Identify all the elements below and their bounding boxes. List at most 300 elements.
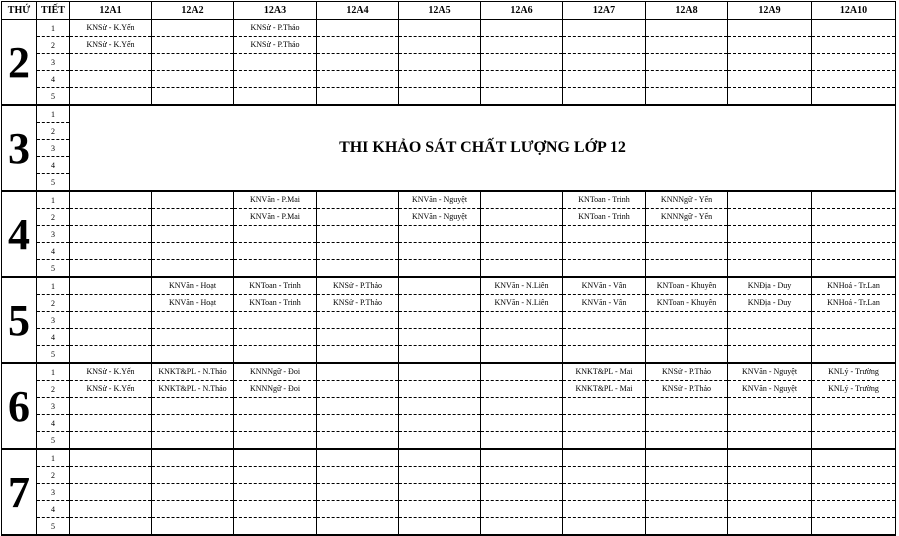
schedule-cell (399, 432, 481, 450)
day-label: 4 (2, 191, 37, 277)
class-header: 12A2 (152, 2, 234, 20)
schedule-cell (812, 415, 896, 432)
period-number: 1 (37, 105, 70, 123)
schedule-cell: KNHoá - Tr.Lan (812, 277, 896, 295)
schedule-cell (70, 54, 152, 71)
period-number: 5 (37, 346, 70, 364)
exam-banner: THI KHẢO SÁT CHẤT LƯỢNG LỚP 12 (70, 105, 896, 191)
schedule-cell (70, 226, 152, 243)
period-number: 1 (37, 363, 70, 381)
class-header: 12A8 (646, 2, 728, 20)
schedule-cell (399, 54, 481, 71)
schedule-cell (728, 449, 812, 467)
schedule-cell (317, 243, 399, 260)
schedule-cell (317, 346, 399, 364)
schedule-cell (728, 209, 812, 226)
schedule-cell (70, 415, 152, 432)
schedule-cell (70, 277, 152, 295)
schedule-cell (70, 312, 152, 329)
period-row (2, 37, 896, 54)
schedule-cell (317, 260, 399, 278)
schedule-cell (481, 88, 563, 106)
schedule-cell (728, 312, 812, 329)
schedule-cell: KNVăn - Hoạt (152, 295, 234, 312)
schedule-cell (481, 54, 563, 71)
schedule-cell (317, 484, 399, 501)
schedule-cell (399, 243, 481, 260)
period-row (2, 312, 896, 329)
schedule-cell (317, 501, 399, 518)
schedule-cell (812, 226, 896, 243)
schedule-cell (812, 209, 896, 226)
schedule-cell (812, 191, 896, 209)
schedule-cell (399, 363, 481, 381)
schedule-cell (728, 484, 812, 501)
period-row (2, 346, 896, 364)
schedule-cell (317, 312, 399, 329)
schedule-cell (728, 37, 812, 54)
schedule-cell: KNToan - Trinh (563, 191, 646, 209)
period-row (2, 501, 896, 518)
schedule-cell: KNVăn - Vân (563, 277, 646, 295)
schedule-cell (152, 243, 234, 260)
schedule-cell (399, 20, 481, 37)
schedule-cell (399, 398, 481, 415)
schedule-cell (563, 54, 646, 71)
schedule-cell (728, 54, 812, 71)
schedule-cell (563, 467, 646, 484)
schedule-cell (152, 191, 234, 209)
schedule-cell (152, 226, 234, 243)
schedule-cell (563, 484, 646, 501)
schedule-cell (317, 363, 399, 381)
schedule-cell (481, 467, 563, 484)
period-number: 5 (37, 518, 70, 536)
schedule-cell (399, 501, 481, 518)
schedule-cell (481, 243, 563, 260)
schedule-cell (812, 346, 896, 364)
schedule-cell: KNVăn - Vân (563, 295, 646, 312)
class-header: 12A6 (481, 2, 563, 20)
period-number: 2 (37, 37, 70, 54)
schedule-cell (812, 432, 896, 450)
schedule-cell: KNToan - Khuyên (646, 295, 728, 312)
period-number: 2 (37, 295, 70, 312)
schedule-cell (70, 467, 152, 484)
schedule-cell (152, 449, 234, 467)
schedule-cell (152, 54, 234, 71)
period-row (2, 518, 896, 536)
period-row (2, 71, 896, 88)
period-number: 4 (37, 71, 70, 88)
schedule-cell (317, 467, 399, 484)
schedule-cell: KNVăn - Nguyệt (399, 209, 481, 226)
schedule-cell (317, 71, 399, 88)
schedule-cell (646, 415, 728, 432)
schedule-cell (563, 88, 646, 106)
class-header: 12A9 (728, 2, 812, 20)
period-row (2, 277, 896, 295)
schedule-cell: KNSử - P.Thảo (646, 381, 728, 398)
schedule-cell (70, 295, 152, 312)
day-label: 6 (2, 363, 37, 449)
schedule-cell (317, 37, 399, 54)
schedule-cell (399, 449, 481, 467)
schedule-cell (812, 467, 896, 484)
schedule-cell (70, 243, 152, 260)
schedule-cell (399, 518, 481, 536)
schedule-cell (728, 518, 812, 536)
schedule-cell (234, 88, 317, 106)
period-row (2, 105, 896, 123)
period-row (2, 260, 896, 278)
schedule-cell (234, 54, 317, 71)
schedule-cell (152, 346, 234, 364)
header-row (2, 2, 896, 20)
schedule-cell (317, 20, 399, 37)
schedule-cell: KNSử - P.Thảo (646, 363, 728, 381)
schedule-cell: KNVăn - P.Mai (234, 209, 317, 226)
period-number: 5 (37, 174, 70, 192)
schedule-cell (70, 71, 152, 88)
schedule-cell (234, 432, 317, 450)
period-number: 3 (37, 226, 70, 243)
schedule-cell (152, 329, 234, 346)
schedule-cell (317, 54, 399, 71)
schedule-cell (70, 346, 152, 364)
schedule-cell (728, 329, 812, 346)
period-row (2, 449, 896, 467)
schedule-cell (563, 346, 646, 364)
period-number: 1 (37, 20, 70, 37)
schedule-cell (563, 329, 646, 346)
schedule-cell (399, 260, 481, 278)
schedule-cell (563, 501, 646, 518)
schedule-cell (317, 88, 399, 106)
day-label: 3 (2, 105, 37, 191)
schedule-cell: KNNNgữ - Đoi (234, 381, 317, 398)
period-number: 2 (37, 381, 70, 398)
schedule-cell (812, 398, 896, 415)
schedule-cell (70, 398, 152, 415)
schedule-cell (317, 398, 399, 415)
schedule-cell (234, 260, 317, 278)
schedule-cell (152, 88, 234, 106)
class-header: 12A7 (563, 2, 646, 20)
period-number: 2 (37, 123, 70, 140)
schedule-cell (728, 243, 812, 260)
schedule-cell (152, 37, 234, 54)
schedule-cell (399, 346, 481, 364)
schedule-cell (728, 346, 812, 364)
schedule-cell (152, 484, 234, 501)
schedule-cell (152, 467, 234, 484)
schedule-cell (70, 209, 152, 226)
schedule-cell (481, 415, 563, 432)
schedule-cell (728, 467, 812, 484)
schedule-cell: KNNNgữ - Đoi (234, 363, 317, 381)
period-number: 3 (37, 484, 70, 501)
schedule-cell: KNVăn - Nguyệt (728, 381, 812, 398)
period-column-header: TIẾT (37, 2, 70, 20)
schedule-cell (563, 449, 646, 467)
schedule-cell (481, 209, 563, 226)
schedule-cell (234, 501, 317, 518)
schedule-cell (399, 277, 481, 295)
schedule-cell: KNSử - P.Thảo (234, 20, 317, 37)
schedule-cell (317, 209, 399, 226)
schedule-cell (812, 54, 896, 71)
schedule-cell (70, 88, 152, 106)
schedule-cell (399, 484, 481, 501)
schedule-cell (317, 329, 399, 346)
schedule-cell (563, 312, 646, 329)
schedule-cell (152, 209, 234, 226)
timetable (1, 1, 896, 536)
schedule-cell (646, 346, 728, 364)
period-row (2, 329, 896, 346)
schedule-cell (70, 191, 152, 209)
schedule-cell (812, 260, 896, 278)
period-number: 4 (37, 243, 70, 260)
day-column-header: THỨ (2, 2, 37, 20)
schedule-cell (563, 226, 646, 243)
schedule-cell (234, 484, 317, 501)
day-label: 2 (2, 20, 37, 106)
schedule-cell: KNToan - Khuyên (646, 277, 728, 295)
period-number: 5 (37, 88, 70, 106)
period-row (2, 20, 896, 37)
schedule-cell (728, 71, 812, 88)
schedule-cell (234, 71, 317, 88)
schedule-cell (646, 226, 728, 243)
schedule-cell: KNHoá - Tr.Lan (812, 295, 896, 312)
schedule-cell (481, 312, 563, 329)
schedule-cell (481, 518, 563, 536)
schedule-cell (399, 295, 481, 312)
period-number: 3 (37, 312, 70, 329)
schedule-cell (317, 191, 399, 209)
schedule-cell (646, 467, 728, 484)
schedule-cell (317, 226, 399, 243)
schedule-cell (646, 20, 728, 37)
schedule-cell: KNSử - K.Yến (70, 37, 152, 54)
timetable-body (2, 20, 896, 536)
period-row (2, 226, 896, 243)
schedule-cell: KNVăn - N.Liên (481, 295, 563, 312)
period-number: 3 (37, 54, 70, 71)
period-row (2, 484, 896, 501)
schedule-cell (152, 71, 234, 88)
period-row (2, 295, 896, 312)
schedule-cell (812, 329, 896, 346)
schedule-cell (317, 415, 399, 432)
schedule-cell (481, 346, 563, 364)
schedule-cell (152, 20, 234, 37)
schedule-cell: KNVăn - Hoạt (152, 277, 234, 295)
schedule-cell: KNSử - K.Yến (70, 381, 152, 398)
schedule-cell (234, 329, 317, 346)
schedule-cell (812, 449, 896, 467)
schedule-cell (563, 260, 646, 278)
day-label: 5 (2, 277, 37, 363)
schedule-cell (812, 20, 896, 37)
schedule-cell (646, 501, 728, 518)
schedule-cell: KNToan - Trinh (234, 277, 317, 295)
schedule-cell (728, 432, 812, 450)
schedule-cell (812, 312, 896, 329)
period-number: 5 (37, 260, 70, 278)
period-number: 1 (37, 449, 70, 467)
schedule-cell (646, 88, 728, 106)
schedule-cell: KNSử - P.Thảo (317, 295, 399, 312)
schedule-cell (563, 518, 646, 536)
schedule-cell (481, 226, 563, 243)
schedule-cell: KNKT&PL - N.Thảo (152, 363, 234, 381)
schedule-cell (234, 518, 317, 536)
schedule-cell (481, 20, 563, 37)
period-row (2, 243, 896, 260)
schedule-cell (399, 467, 481, 484)
schedule-cell (234, 226, 317, 243)
schedule-cell (812, 501, 896, 518)
schedule-cell (481, 501, 563, 518)
schedule-cell: KNNNgữ - Yến (646, 191, 728, 209)
schedule-cell (728, 191, 812, 209)
schedule-cell: KNĐịa - Duy (728, 295, 812, 312)
schedule-cell: KNVăn - Nguyệt (399, 191, 481, 209)
class-header: 12A5 (399, 2, 481, 20)
schedule-cell (646, 329, 728, 346)
schedule-cell (481, 37, 563, 54)
schedule-cell (728, 20, 812, 37)
period-number: 4 (37, 501, 70, 518)
schedule-cell (563, 20, 646, 37)
period-number: 4 (37, 157, 70, 174)
schedule-cell (812, 88, 896, 106)
day-label: 7 (2, 449, 37, 535)
period-row (2, 467, 896, 484)
class-header: 12A1 (70, 2, 152, 20)
schedule-cell (481, 449, 563, 467)
schedule-cell (234, 415, 317, 432)
schedule-cell (234, 467, 317, 484)
schedule-cell (646, 37, 728, 54)
schedule-cell (152, 398, 234, 415)
schedule-cell (481, 432, 563, 450)
schedule-cell (563, 415, 646, 432)
period-number: 3 (37, 398, 70, 415)
schedule-cell (563, 71, 646, 88)
schedule-cell: KNSử - P.Thảo (317, 277, 399, 295)
schedule-cell (481, 363, 563, 381)
schedule-cell (481, 398, 563, 415)
schedule-cell (563, 432, 646, 450)
schedule-cell (399, 37, 481, 54)
schedule-cell (481, 191, 563, 209)
schedule-cell: KNVăn - N.Liên (481, 277, 563, 295)
schedule-cell (234, 449, 317, 467)
schedule-cell (317, 518, 399, 536)
period-row (2, 88, 896, 106)
schedule-cell: KNNNgữ - Yến (646, 209, 728, 226)
schedule-cell (70, 449, 152, 467)
period-row (2, 54, 896, 71)
period-row (2, 432, 896, 450)
schedule-cell (646, 518, 728, 536)
schedule-cell (812, 71, 896, 88)
schedule-cell (812, 484, 896, 501)
schedule-cell (152, 312, 234, 329)
class-header: 12A10 (812, 2, 896, 20)
schedule-cell (152, 501, 234, 518)
schedule-cell (234, 346, 317, 364)
period-number: 1 (37, 277, 70, 295)
schedule-cell: KNSử - P.Thảo (234, 37, 317, 54)
schedule-cell (646, 484, 728, 501)
schedule-cell: KNToan - Trinh (234, 295, 317, 312)
schedule-cell (481, 329, 563, 346)
schedule-cell: KNKT&PL - Mai (563, 381, 646, 398)
schedule-cell (563, 398, 646, 415)
period-number: 5 (37, 432, 70, 450)
period-number: 4 (37, 415, 70, 432)
schedule-cell (646, 54, 728, 71)
schedule-cell (70, 329, 152, 346)
schedule-cell (70, 260, 152, 278)
schedule-cell (812, 243, 896, 260)
schedule-cell (481, 71, 563, 88)
schedule-cell (152, 432, 234, 450)
schedule-cell: KNKT&PL - Mai (563, 363, 646, 381)
schedule-cell (70, 501, 152, 518)
schedule-cell (152, 260, 234, 278)
period-row (2, 415, 896, 432)
schedule-cell (728, 415, 812, 432)
period-row (2, 191, 896, 209)
class-header: 12A4 (317, 2, 399, 20)
schedule-cell (646, 312, 728, 329)
schedule-cell (317, 449, 399, 467)
period-row (2, 398, 896, 415)
schedule-cell (70, 518, 152, 536)
period-row (2, 209, 896, 226)
schedule-cell (728, 88, 812, 106)
schedule-cell (728, 226, 812, 243)
schedule-cell (646, 71, 728, 88)
schedule-cell (317, 432, 399, 450)
schedule-cell (728, 398, 812, 415)
schedule-cell (812, 518, 896, 536)
schedule-cell (646, 432, 728, 450)
schedule-cell: KNToan - Trinh (563, 209, 646, 226)
schedule-cell (563, 37, 646, 54)
schedule-cell (646, 260, 728, 278)
period-number: 3 (37, 140, 70, 157)
schedule-cell: KNSử - K.Yến (70, 20, 152, 37)
period-row (2, 363, 896, 381)
schedule-cell (646, 243, 728, 260)
schedule-cell (317, 381, 399, 398)
schedule-cell (728, 501, 812, 518)
schedule-cell (399, 381, 481, 398)
schedule-cell (234, 312, 317, 329)
schedule-cell (728, 260, 812, 278)
schedule-cell: KNKT&PL - N.Thảo (152, 381, 234, 398)
schedule-cell (399, 415, 481, 432)
schedule-cell (152, 518, 234, 536)
schedule-cell: KNLý - Trường (812, 363, 896, 381)
